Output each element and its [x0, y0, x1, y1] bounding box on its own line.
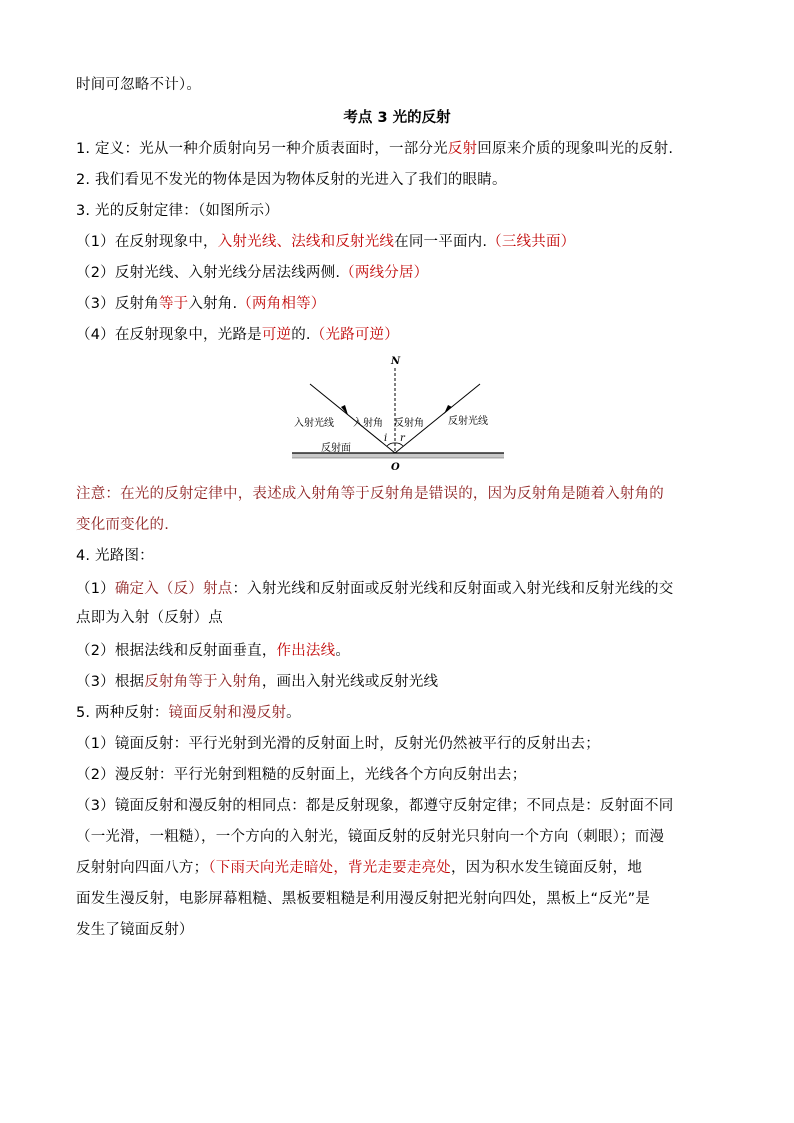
- ray-step-3: （3）根据反射角等于入射角，画出入射光线或反射光线: [76, 674, 439, 690]
- comparison-line-4: 面发生漫反射，电影屏幕粗糙、黑板要粗糙是利用漫反射把光射向四处，黑板上“反光”是: [76, 891, 651, 907]
- specular-reflection-line: （1）镜面反射：平行光射到光滑的反射面上时，反射光仍然被平行的反射出去；: [76, 736, 600, 752]
- reflected-arrow-icon: [444, 405, 452, 414]
- law-item-2: （2）反射光线、入射光线分居法线两侧.（两线分居）: [76, 265, 429, 281]
- incident-ray-label: 入射光线: [294, 418, 334, 429]
- angle-i-label: i: [384, 433, 388, 444]
- reflection-diagram: [290, 352, 506, 474]
- definition-line: 1. 定义：光从一种介质射向另一种介质表面时，一部分光反射回原来介质的现象叫光的反射.: [76, 141, 674, 157]
- note-line-1: 注意：在光的反射定律中，表述成入射角等于反射角是错误的，因为反射角是随着入射角的: [76, 486, 664, 502]
- comparison-line-2: （一光滑，一粗糙），一个方向的入射光，镜面反射的反射光只射向一个方向（刺眼）；而漫: [76, 829, 665, 845]
- section-title: 考点 3 光的反射: [343, 110, 451, 126]
- surface-label: 反射面: [321, 443, 351, 454]
- law-heading: 3. 光的反射定律：（如图所示）: [76, 203, 279, 219]
- comparison-line-3: 反射射向四面八方；（下雨天向光走暗处，背光走要走亮处，因为积水发生镜面反射，地: [76, 860, 643, 876]
- reflect-angle-label: 反射角: [394, 418, 424, 429]
- incident-angle-arc: [387, 443, 395, 446]
- normal-label: N: [391, 356, 401, 367]
- two-reflections-heading: 5. 两种反射：镜面反射和漫反射。: [76, 705, 301, 721]
- ray-step-1-cont: 点即为入射（反射）点: [76, 610, 223, 626]
- comparison-line-5: 发生了镜面反射）: [76, 922, 194, 938]
- incident-angle-label: 入射角: [353, 418, 383, 429]
- law-item-1: （1）在反射现象中，入射光线、法线和反射光线在同一平面内.（三线共面）: [76, 234, 576, 250]
- comparison-line-1: （3）镜面反射和漫反射的相同点：都是反射现象，都遵守反射定律；不同点是：反射面不同: [76, 798, 674, 814]
- seeing-objects-line: 2. 我们看见不发光的物体是因为物体反射的光进入了我们的眼睛。: [76, 172, 507, 188]
- angle-r-label: r: [400, 433, 405, 444]
- ray-step-2: （2）根据法线和反射面垂直，作出法线。: [76, 643, 351, 659]
- ray-step-1: （1）确定入（反）射点：入射光线和反射面或反射光线和反射面或入射光线和反射光线的交: [76, 581, 674, 597]
- reflected-ray-label: 反射光线: [448, 416, 488, 427]
- law-item-4: （4）在反射现象中，光路是可逆的.（光路可逆）: [76, 327, 399, 343]
- continued-line: 时间可忽略不计）。: [76, 77, 202, 93]
- law-item-3: （3）反射角等于入射角.（两角相等）: [76, 296, 326, 312]
- point-o-label: O: [391, 462, 400, 473]
- diffuse-reflection-line: （2）漫反射：平行光射到粗糙的反射面上，光线各个方向反射出去；: [76, 767, 527, 783]
- note-line-2: 变化而变化的.: [76, 517, 170, 533]
- ray-diagram-heading: 4. 光路图：: [76, 548, 154, 564]
